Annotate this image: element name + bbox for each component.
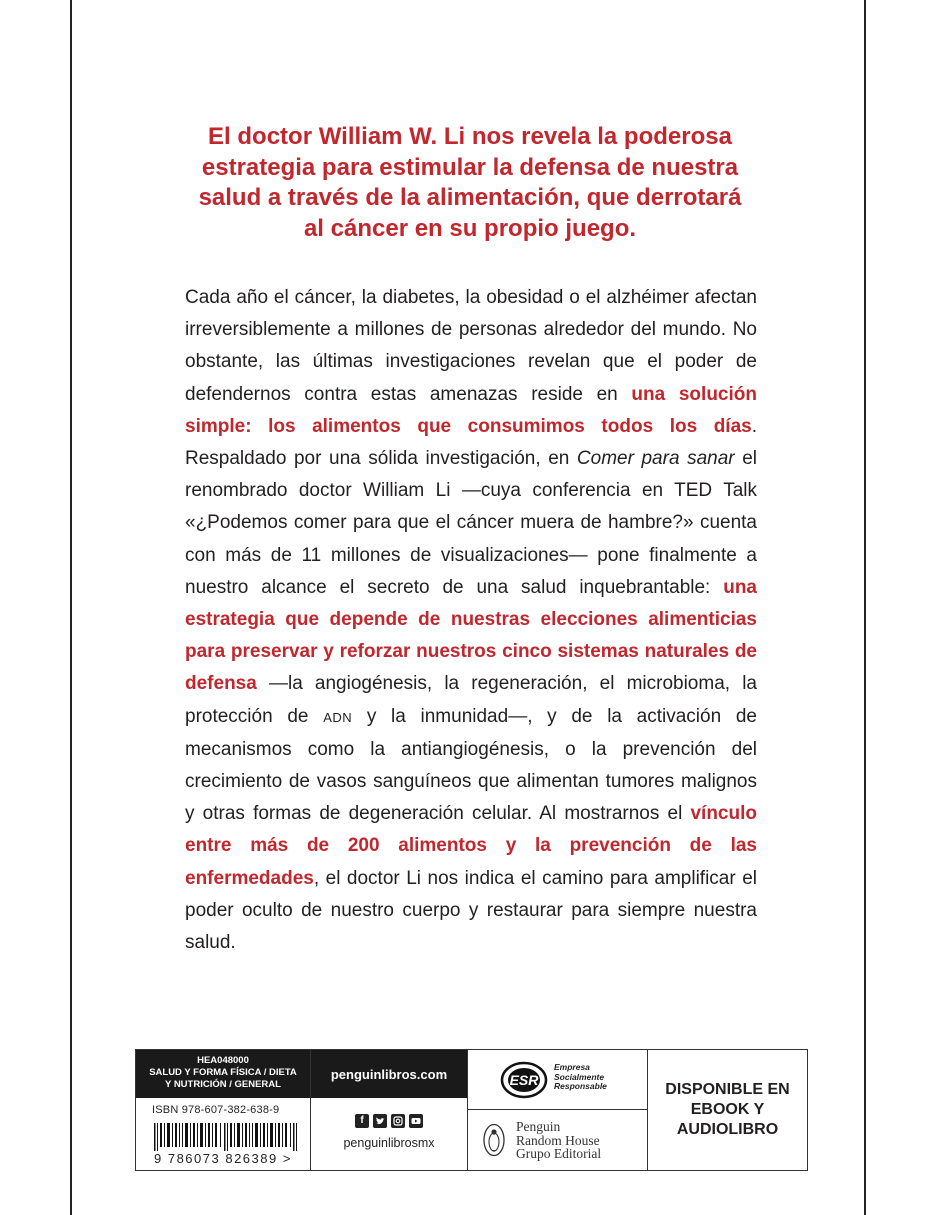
availability-note [648, 1050, 807, 1170]
isbn-column [136, 1050, 311, 1170]
esr-logo-text: ESR [509, 1072, 539, 1088]
facebook-icon[interactable]: f [355, 1114, 369, 1128]
web-column [311, 1050, 468, 1170]
esr-line: Empresa [554, 1062, 590, 1072]
book-title: Comer para sanar [576, 448, 735, 470]
penguin-icon [482, 1123, 506, 1157]
highlight-text: una estrategia que depende de nuestras elecciones alimenticias para preservar y reforzar nuestros cinco sistemas naturales de defensa [185, 576, 757, 695]
esr-line: Responsable [554, 1081, 607, 1091]
barcode-icon [154, 1123, 304, 1151]
availability-line: DISPONIBLE EN [665, 1081, 790, 1098]
social-handle[interactable]: penguinlibrosmx [343, 1136, 435, 1150]
esr-logo-icon [500, 1060, 548, 1100]
synopsis-text: y la inmunidad—, y de la activación de mecanismos como la antiangiogénesis, o la prevención del crecimiento de vasos sanguíneos que alimentan tumores malignos y otras formas de degeneración celular. Al mostrarnos el [185, 705, 757, 825]
publisher-line: Grupo Editorial [516, 1146, 602, 1161]
small-caps-text: ADN [323, 709, 353, 725]
publisher-line: Random House [516, 1132, 600, 1148]
esr-badge [468, 1050, 647, 1110]
bisac-category [136, 1050, 310, 1098]
synopsis-text: Cada año el cáncer, la diabetes, la obesidad o el alzhéimer afectan irreversiblemente a millones de personas alrededor del mundo. No obstante, las últimas investigaciones revelan que el poder de defendernos contra estas amenazas reside en [185, 287, 757, 405]
social-icons [311, 1114, 467, 1128]
headline-line: salud a través de la alimentación, que derrotará [198, 184, 742, 211]
publisher-name [516, 1120, 601, 1161]
bisac-line: Y NUTRICIÓN / GENERAL [165, 1079, 281, 1090]
publisher-line: Penguin [516, 1119, 561, 1134]
twitter-icon[interactable] [373, 1114, 387, 1128]
headline-line: al cáncer en su propio juego. [303, 214, 637, 242]
publisher-column [468, 1050, 648, 1170]
synopsis-paragraph [185, 282, 757, 959]
bisac-code: HEA048000 [197, 1055, 249, 1066]
publisher-logo [468, 1110, 647, 1170]
bisac-line: SALUD Y FORMA FÍSICA / DIETA [149, 1067, 297, 1078]
esr-line: Socialmente [554, 1071, 605, 1082]
headline-line: estrategia para estimular la defensa de nuestra [201, 153, 739, 181]
isbn-label: ISBN 978-607-382-638-9 [152, 1104, 280, 1116]
headline-line: El doctor William W. Li nos revela la poderosa [208, 123, 732, 150]
availability-column [648, 1050, 807, 1170]
headline [150, 122, 790, 244]
availability-line: EBOOK Y AUDIOLIBRO [676, 1101, 779, 1138]
synopsis-text: , el doctor Li nos indica el camino para amplificar el poder oculto de nuestro cuerpo y restaurar para siempre nuestra salud. [185, 867, 757, 954]
youtube-icon[interactable] [409, 1114, 423, 1128]
back-cover-footer [135, 1049, 808, 1171]
synopsis-text: el renombrado doctor William Li —cuya conferencia en TED Talk «¿Podemos comer para que el cáncer muera de hambre?» cuenta con más de 11 millones de visualizaciones— pone finalmente a nuestro alcance el secreto de una salud inquebrantable: [185, 448, 757, 598]
highlight-text: vínculo entre más de 200 alimentos y la prevención de las enfermedades [185, 803, 757, 889]
synopsis-text: . Respaldado por una sólida investigación, en [185, 415, 757, 470]
synopsis-text: —la angiogénesis, la regeneración, el microbioma, la protección de [185, 673, 757, 727]
instagram-icon[interactable] [391, 1114, 405, 1128]
esr-label [554, 1063, 607, 1092]
website-link[interactable]: penguinlibros.com [311, 1050, 467, 1098]
barcode-number: 9 786073 826389 > [154, 1151, 292, 1166]
highlight-text: una solución simple: los alimentos que consumimos todos los días [185, 383, 757, 437]
